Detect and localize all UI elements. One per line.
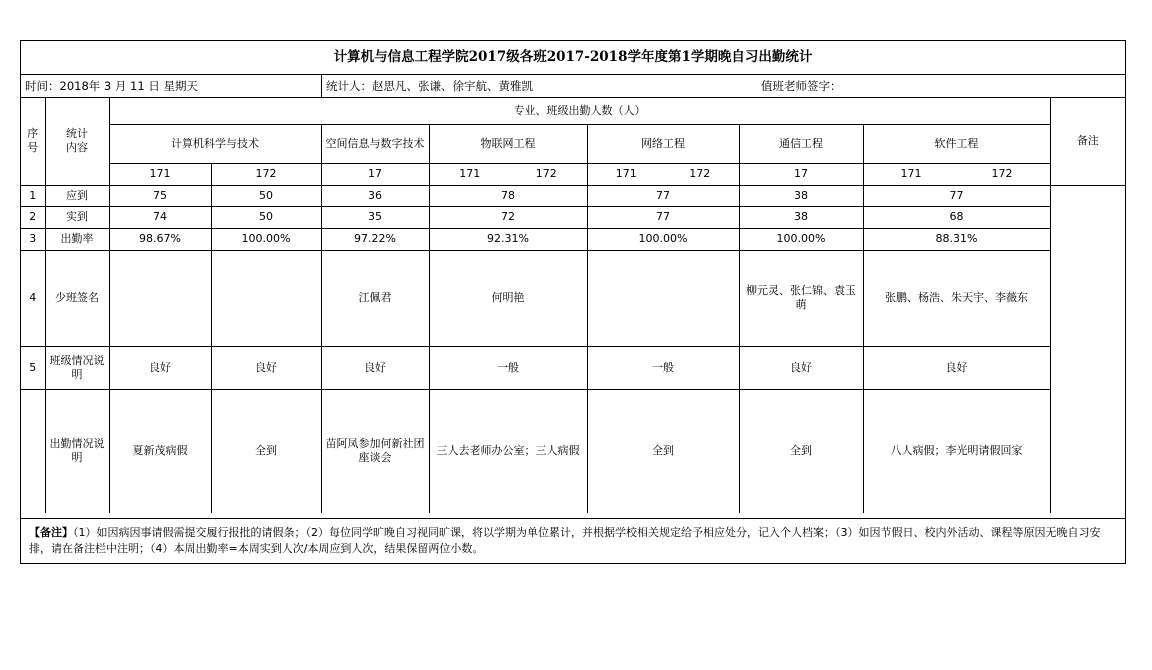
row-label: 出勤率 bbox=[45, 228, 109, 250]
value-cell: 38 bbox=[739, 185, 863, 206]
value-cell: 100.00% bbox=[587, 228, 739, 250]
value-cell: 苗阿凤参加何新社团座谈会 bbox=[321, 389, 429, 513]
value-cell: 68 bbox=[863, 206, 1050, 228]
seq-cell: 3 bbox=[21, 228, 45, 250]
major-header: 计算机科学与技术 bbox=[109, 124, 321, 163]
class-header: 17 bbox=[739, 163, 863, 185]
value-cell: 一般 bbox=[429, 346, 587, 389]
value-cell: 77 bbox=[863, 185, 1050, 206]
table-row bbox=[21, 228, 1125, 250]
value-cell: 夏新茂病假 bbox=[109, 389, 211, 513]
value-cell: 三人去老师办公室；三人病假 bbox=[429, 389, 587, 513]
value-cell: 72 bbox=[429, 206, 587, 228]
class-header: 17 bbox=[321, 163, 429, 185]
table-row bbox=[21, 185, 1125, 206]
value-cell: 良好 bbox=[739, 346, 863, 389]
table-row bbox=[21, 389, 1125, 513]
value-cell: 50 bbox=[211, 206, 321, 228]
class-label: 171 bbox=[615, 167, 637, 180]
seq-cell: 2 bbox=[21, 206, 45, 228]
value-cell: 38 bbox=[739, 206, 863, 228]
value-cell: 78 bbox=[429, 185, 587, 206]
group-header: 专业、班级出勤人数（人） bbox=[109, 98, 1050, 124]
seq-header: 序号 bbox=[21, 98, 45, 185]
value-cell: 98.67% bbox=[109, 228, 211, 250]
class-header bbox=[429, 163, 587, 185]
class-header bbox=[587, 163, 739, 185]
class-label: 172 bbox=[991, 167, 1013, 180]
value-cell bbox=[211, 250, 321, 346]
value-cell: 良好 bbox=[211, 346, 321, 389]
class-label: 171 bbox=[459, 167, 481, 180]
value-cell bbox=[109, 250, 211, 346]
class-label: 172 bbox=[689, 167, 711, 180]
value-cell: 全到 bbox=[211, 389, 321, 513]
seq-cell: 4 bbox=[21, 250, 45, 346]
date-info: 时间：2018年 3 月 11 日 星期天 bbox=[25, 79, 198, 93]
value-cell: 一般 bbox=[587, 346, 739, 389]
major-header: 网络工程 bbox=[587, 124, 739, 163]
row-label: 少班签名 bbox=[45, 250, 109, 346]
value-cell: 良好 bbox=[863, 346, 1050, 389]
row-label: 实到 bbox=[45, 206, 109, 228]
value-cell: 良好 bbox=[321, 346, 429, 389]
table-row bbox=[21, 206, 1125, 228]
value-cell: 50 bbox=[211, 185, 321, 206]
row-label: 应到 bbox=[45, 185, 109, 206]
value-cell: 良好 bbox=[109, 346, 211, 389]
counters-info: 统计人：赵思凡、张谦、徐宇航、黄雅凯 bbox=[326, 79, 533, 93]
remark-cell bbox=[1050, 185, 1125, 513]
row-label: 班级情况说明 bbox=[45, 346, 109, 389]
value-cell: 77 bbox=[587, 185, 739, 206]
content-header: 统计 内容 bbox=[45, 98, 109, 185]
value-cell: 100.00% bbox=[211, 228, 321, 250]
major-header: 物联网工程 bbox=[429, 124, 587, 163]
value-cell: 100.00% bbox=[739, 228, 863, 250]
teacher-sign-label: 值班老师签字： bbox=[761, 79, 842, 93]
seq-cell bbox=[21, 389, 45, 513]
value-cell bbox=[587, 250, 739, 346]
value-cell: 88.31% bbox=[863, 228, 1050, 250]
class-header: 171 bbox=[109, 163, 211, 185]
remark-header: 备注 bbox=[1050, 98, 1125, 185]
table-row bbox=[21, 346, 1125, 389]
info-row bbox=[21, 75, 1125, 98]
value-cell: 江佩君 bbox=[321, 250, 429, 346]
row-label: 出勤情况说明 bbox=[45, 389, 109, 513]
class-header bbox=[863, 163, 1050, 185]
class-label: 172 bbox=[535, 167, 557, 180]
value-cell: 全到 bbox=[587, 389, 739, 513]
table-row bbox=[21, 250, 1125, 346]
value-cell: 全到 bbox=[739, 389, 863, 513]
value-cell: 何明艳 bbox=[429, 250, 587, 346]
seq-cell: 1 bbox=[21, 185, 45, 206]
value-cell: 77 bbox=[587, 206, 739, 228]
major-header: 空间信息与数字技术 bbox=[321, 124, 429, 163]
value-cell: 74 bbox=[109, 206, 211, 228]
value-cell: 75 bbox=[109, 185, 211, 206]
class-header: 172 bbox=[211, 163, 321, 185]
value-cell: 八人病假；李光明请假回家 bbox=[863, 389, 1050, 513]
notes-text: （1）如因病因事请假需提交履行报批的请假条；（2）每位同学旷晚自习视同旷课，将以学期为单位累计，并根据学校相关规定给予相应处分，记入个人档案；（3）如因节假日、校内外活动、课程等原因无晚自习安排，请在备注栏中注明；（4）本周出勤率=本周实到人次/本周应到人次，结果保留两位小数。 bbox=[29, 526, 1101, 555]
class-label: 171 bbox=[900, 167, 922, 180]
value-cell: 97.22% bbox=[321, 228, 429, 250]
value-cell: 柳元灵、张仁锦、袁玉萌 bbox=[739, 250, 863, 346]
major-header: 软件工程 bbox=[863, 124, 1050, 163]
major-header: 通信工程 bbox=[739, 124, 863, 163]
attendance-table bbox=[21, 98, 1125, 513]
seq-cell: 5 bbox=[21, 346, 45, 389]
value-cell: 35 bbox=[321, 206, 429, 228]
divider bbox=[321, 75, 322, 97]
value-cell: 92.31% bbox=[429, 228, 587, 250]
sheet-title: 计算机与信息工程学院2017级各班2017-2018学年度第1学期晚自习出勤统计 bbox=[21, 41, 1125, 75]
notes-lead: 【备注】 bbox=[29, 526, 73, 539]
value-cell: 张鹏、杨浩、朱天宇、李薇东 bbox=[863, 250, 1050, 346]
notes bbox=[21, 518, 1125, 564]
attendance-sheet bbox=[20, 40, 1126, 564]
value-cell: 36 bbox=[321, 185, 429, 206]
